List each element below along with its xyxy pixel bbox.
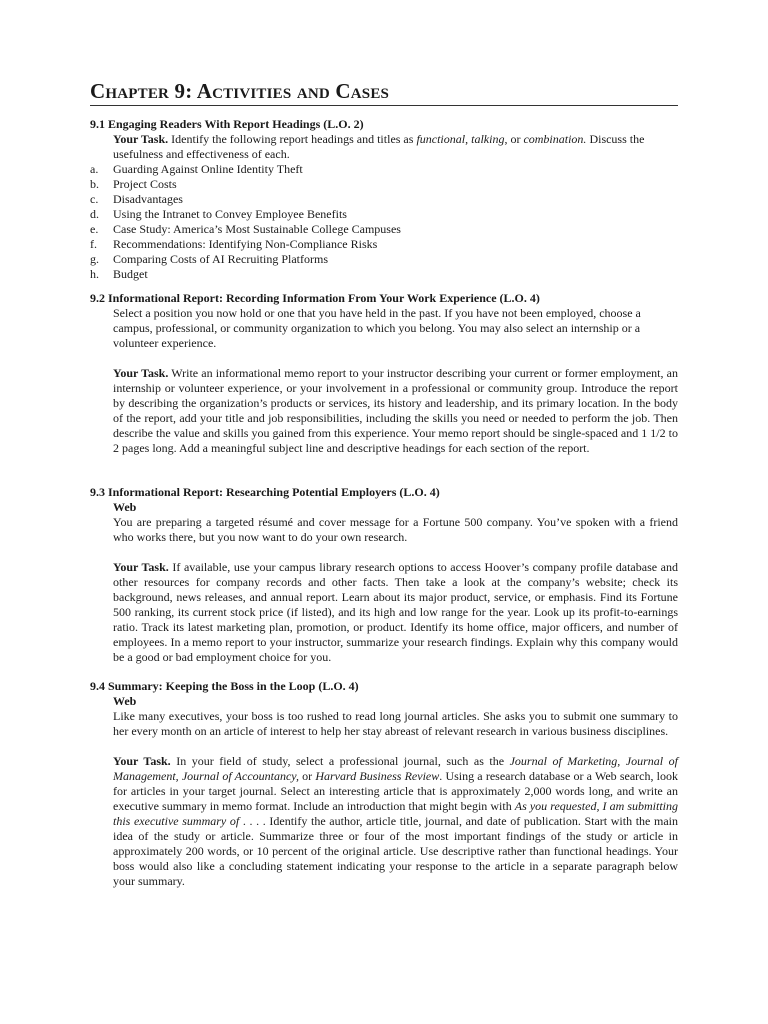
section-heading: 9.3 Informational Report: Researching Potential Employers (L.O. 4) bbox=[90, 485, 440, 499]
web-label: Web bbox=[113, 694, 137, 708]
task-label: Your Task. bbox=[113, 132, 169, 146]
section-heading: 9.1 Engaging Readers With Report Headings (L.O. 2) bbox=[90, 117, 364, 131]
intro-paragraph: Like many executives, your boss is too rushed to read long journal articles. She asks you to submit one summary to her every month on an article of interest to help her stay abreast of relevant research in various business disciplines. bbox=[113, 709, 678, 738]
list-text: Project Costs bbox=[113, 177, 177, 191]
list-item bbox=[90, 177, 678, 192]
section-heading: 9.2 Informational Report: Recording Information From Your Work Experience (L.O. 4) bbox=[90, 291, 540, 305]
list-item bbox=[90, 237, 678, 252]
separator: , or bbox=[504, 132, 524, 146]
list-item bbox=[90, 222, 678, 237]
list-text: Disadvantages bbox=[113, 192, 183, 206]
list-marker: e. bbox=[90, 222, 99, 236]
list-marker: a. bbox=[90, 162, 99, 176]
task-label: Your Task. bbox=[113, 366, 169, 380]
list-text: Budget bbox=[113, 267, 148, 281]
list-text: Using the Intranet to Convey Employee Benefits bbox=[113, 207, 347, 221]
section-9-3 bbox=[90, 485, 678, 665]
journal-titles: Journal of Marketing, Journal of Management, Journal of Accountancy, bbox=[113, 754, 678, 783]
task-text: . . . . Identify the author, article title, journal, and date of publication. Start with the main idea of the study or article. Summarize three or four of the most important findings of the study or article in approximately 200 words, or 10 percent of the original article. Use descriptive rather than functional headings. Your boss would also like a concluding statement indicating your response to the article in a separate paragraph below your summary. bbox=[113, 814, 679, 888]
term-functional: functional bbox=[416, 132, 466, 146]
task-text: In your field of study, select a professional journal, such as the bbox=[170, 754, 510, 768]
intro-paragraph: You are preparing a targeted résumé and cover message for a Fortune 500 company. You’ve spoken with a friend who works there, but you now want to do your own research. bbox=[113, 515, 678, 544]
task-text: If available, use your campus library research options to access Hoover’s company profile database and other resources for company records and other facts. Then take a look at the company’s website; check its background, news releases, and annual report. Learn about its major product, service, or emphasis. Find its Fortune 500 ranking, its current stock price (if listed), and its high and low range for the year. Look up its profit-to-earnings ratio. Track its latest marketing plan, promotion, or product. Identify its home office, major officers, and number of employees. In a memo report to your instructor, summarize your research findings. Explain why this company would be a good or bad employment choice for you. bbox=[113, 560, 678, 664]
task-paragraph bbox=[113, 754, 678, 889]
list-marker: d. bbox=[90, 207, 99, 221]
list-marker: c. bbox=[90, 192, 99, 206]
list-item bbox=[90, 207, 678, 222]
term-talking: talking bbox=[471, 132, 505, 146]
heading-list bbox=[90, 162, 678, 282]
task-label: Your Task. bbox=[113, 754, 171, 768]
task-text: . Using a research database or a Web search, look for articles in your target journal. Select an interesting article that is approximately 2,000 words long, and write an executive summary in memo format. Include an introduction that might begin with bbox=[113, 769, 678, 813]
term-combination: combination. bbox=[523, 132, 587, 146]
document-page bbox=[90, 78, 678, 889]
section-9-2 bbox=[90, 291, 678, 456]
list-marker: b. bbox=[90, 177, 99, 191]
section-heading: 9.4 Summary: Keeping the Boss in the Loop (L.O. 4) bbox=[90, 679, 359, 693]
list-marker: g. bbox=[90, 252, 99, 266]
section-9-4 bbox=[90, 679, 678, 889]
list-item bbox=[90, 252, 678, 267]
list-text: Comparing Costs of AI Recruiting Platforms bbox=[113, 252, 328, 266]
list-text: Case Study: America’s Most Sustainable College Campuses bbox=[113, 222, 401, 236]
list-item bbox=[90, 267, 678, 282]
chapter-title: Chapter 9: Activities and Cases bbox=[90, 79, 390, 103]
task-paragraph bbox=[113, 366, 678, 456]
web-label: Web bbox=[113, 500, 137, 514]
list-text: Recommendations: Identifying Non-Compliance Risks bbox=[113, 237, 378, 251]
task-text: Discuss the usefulness and effectiveness of each. bbox=[113, 132, 645, 161]
task-paragraph bbox=[113, 560, 678, 665]
task-label: Your Task. bbox=[113, 560, 169, 574]
list-item bbox=[90, 192, 678, 207]
task-paragraph bbox=[113, 132, 678, 162]
list-marker: h. bbox=[90, 267, 99, 281]
task-text: Identify the following report headings and titles as bbox=[168, 132, 417, 146]
list-marker: f. bbox=[90, 237, 97, 251]
task-text: or bbox=[298, 769, 316, 783]
summary-opening-quote: As you requested, I am submitting this executive summary of bbox=[113, 799, 678, 828]
intro-paragraph: Select a position you now hold or one that you have held in the past. If you have not been employed, choose a campus, professional, or community organization to which you belong. You may also select an internship or a volunteer experience. bbox=[113, 306, 641, 350]
title-rule bbox=[90, 105, 678, 106]
list-text: Guarding Against Online Identity Theft bbox=[113, 162, 303, 176]
task-text: Write an informational memo report to your instructor describing your current or former employment, an internship or volunteer experience, or your involvement in a professional or community group. Introduce the report by describing the organization’s products or services, its history and leadership, and its primary location. In the body of the report, add your title and job responsibilities, including the skills you need or needed to perform the job. Then describe the value and skills you gained from this experience. Your memo report should be single-spaced and 1 1/2 to 2 pages long. Add a meaningful subject line and descriptive headings for each section of the report. bbox=[113, 366, 678, 455]
section-9-1 bbox=[90, 117, 678, 282]
list-item bbox=[90, 162, 678, 177]
separator: , bbox=[465, 132, 472, 146]
journal-title-hbr: Harvard Business Review bbox=[315, 769, 440, 783]
